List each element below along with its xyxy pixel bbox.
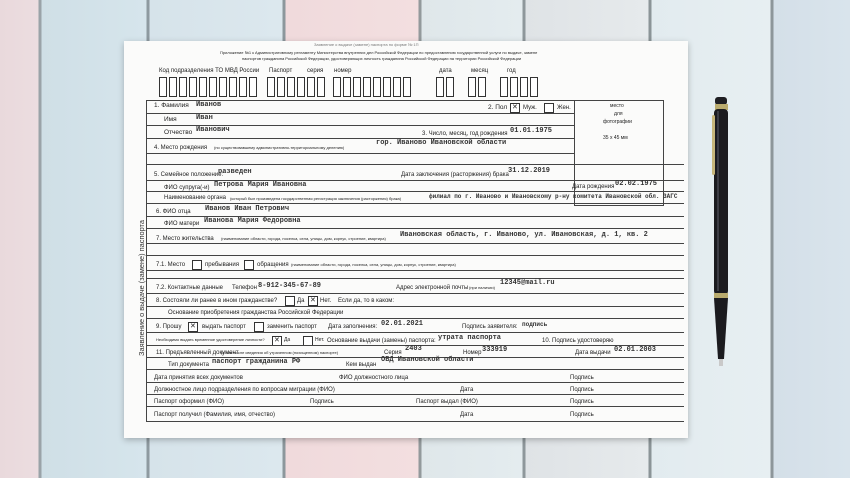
- replace-reason-value[interactable]: утрата паспорта: [438, 334, 502, 342]
- pen-icon: [705, 97, 735, 369]
- replace-passport-checkbox[interactable]: [254, 322, 264, 332]
- replace-reason-label: Основание выдачи (замены) паспорта:: [327, 338, 436, 344]
- side-title: Заявление о выдаче (замене) паспорта: [137, 220, 146, 356]
- spouse-birth-label: Дата рождения: [572, 184, 615, 190]
- doc-series-label: Серия: [384, 350, 402, 356]
- application-form: [124, 41, 688, 438]
- appeal-checkbox[interactable]: [244, 260, 254, 270]
- issued-passport-label: Паспорт выдал (ФИО): [416, 399, 478, 405]
- document-label: 11. Предъявленный документ: [156, 350, 239, 356]
- doc-type-value[interactable]: паспорт гражданина РФ: [212, 358, 301, 366]
- name-label: Имя: [164, 116, 177, 123]
- stay-hint: (наименование области, города, поселка, села, улицы, дом, корпус, строение, квартира): [291, 262, 456, 267]
- signature-value[interactable]: подпись: [522, 321, 548, 328]
- document-hint: (в том числе сведения об утраченном (похищенном) паспорте): [221, 350, 339, 355]
- birthplace-hint: (по существовавшему административно-территориальному делению): [214, 145, 345, 150]
- marriage-date-value[interactable]: 31.12.2019: [508, 167, 551, 175]
- acquire-label: Основание приобретения гражданства Российской Федерации: [168, 310, 344, 316]
- marital-value[interactable]: разведен: [218, 168, 252, 176]
- email-hint: (при наличии): [469, 285, 495, 290]
- certify-signature-label: 10. Подпись удостоверяю: [542, 338, 614, 344]
- photo-text-3: фотографии: [603, 119, 632, 125]
- patronymic-value[interactable]: Иванович: [196, 126, 230, 134]
- mother-value[interactable]: Иванова Мария Федоровна: [204, 217, 301, 225]
- surname-label: 1. Фамилия: [154, 102, 189, 109]
- doc-number-label: Номер: [463, 350, 482, 356]
- received-label: Паспорт получил (Фамилия, имя, отчество): [154, 412, 275, 418]
- email-label: Адрес электронной почты: [396, 285, 469, 291]
- sex-female-label: Жен.: [557, 105, 571, 111]
- series-label: серия: [307, 68, 324, 74]
- sex-female-checkbox[interactable]: [544, 103, 554, 113]
- signature-label: Подпись заявителя:: [462, 324, 518, 330]
- fill-date-value[interactable]: 02.01.2021: [381, 320, 424, 328]
- photo-text-2: для: [614, 111, 623, 117]
- residence-hint: (наименование области, города, поселка, села, улицы, дом, корпус, строение, квартира): [221, 236, 386, 241]
- year-label: год: [507, 68, 516, 74]
- office-date-2: Дата: [460, 412, 474, 418]
- office-sign-3: Подпись: [310, 399, 334, 405]
- citizenship-yes-checkbox[interactable]: [285, 296, 295, 306]
- request-label: 9. Прошу: [156, 324, 182, 330]
- residence-label: 7. Место жительства: [156, 236, 214, 242]
- spouse-label: ФИО супруга(-и): [164, 185, 210, 191]
- form-title: Заявление о выдаче (замене) паспорта по форме № 1П: [314, 42, 419, 47]
- issued-by-value[interactable]: ОВД Ивановской области: [381, 356, 474, 364]
- doc-issue-date-label: Дата выдачи: [575, 350, 611, 356]
- replace-passport-label: заменить паспорт: [267, 324, 317, 330]
- header-line-1: Приложение №1 к Административному регламенту Министерства внутренних дел Российской Федерации по предоставлению государственной услуги по выдаче, замене: [220, 50, 538, 55]
- month-label: месяц: [471, 68, 489, 74]
- spouse-birth-value[interactable]: 02.02.1975: [615, 180, 658, 188]
- father-label: 6. ФИО отца: [156, 209, 191, 215]
- birthplace-value[interactable]: гор. Иваново Ивановской области: [376, 139, 507, 147]
- email-value[interactable]: 12345@mail.ru: [500, 279, 555, 287]
- office-date-1: Дата: [460, 387, 474, 393]
- phone-value[interactable]: 8-912-345-67-89: [258, 282, 322, 290]
- office-sign-2: Подпись: [570, 387, 594, 393]
- doc-number-value[interactable]: 333919: [482, 346, 508, 354]
- name-value[interactable]: Иван: [196, 114, 213, 122]
- photo-size: 35 x 45 мм: [603, 135, 628, 141]
- accepted-date-label: Дата принятия всех документов: [154, 375, 243, 381]
- stay-label: 7.1. Место: [156, 262, 186, 268]
- temp-id-yes-checkbox[interactable]: ✕: [272, 336, 282, 346]
- registry-hint: (который был произведена государственная регистрация заключения (расторжения) брака): [230, 196, 402, 201]
- issue-passport-checkbox[interactable]: ✕: [188, 322, 198, 332]
- office-sign-4: Подпись: [570, 399, 594, 405]
- birthdate-label: 3. Число, месяц, год рождения: [422, 131, 508, 137]
- contacts-label: 7.2. Контактные данные: [156, 285, 224, 291]
- division-code-label: Код подразделения ТО МВД России: [159, 68, 260, 74]
- issue-passport-label: выдать паспорт: [202, 324, 246, 330]
- spouse-value[interactable]: Петрова Мария Ивановна: [214, 181, 307, 189]
- stay-option-2: обращения: [257, 262, 289, 268]
- doc-type-label: Тип документа: [168, 362, 209, 368]
- citizenship-no-checkbox[interactable]: ✕: [308, 296, 318, 306]
- stay-checkbox[interactable]: [192, 260, 202, 270]
- residence-value[interactable]: Ивановская область, г. Иваново, ул. Ивановская, д. 1, кв. 2: [400, 231, 648, 239]
- office-sign-1: Подпись: [570, 375, 594, 381]
- number-label: номер: [334, 68, 352, 74]
- other-citizenship-label: 8. Состояли ли ранее в ином гражданстве?: [156, 298, 278, 304]
- photo-text-1: место: [610, 103, 624, 109]
- marital-label: 5. Семейное положение:: [154, 172, 224, 178]
- birthdate-value[interactable]: 01.01.1975: [510, 127, 553, 135]
- sex-male-label: Муж.: [523, 105, 537, 111]
- office-sign-5: Подпись: [570, 412, 594, 418]
- marriage-date-label: Дата заключения (расторжения) брака: [401, 172, 509, 178]
- father-value[interactable]: Иванов Иван Петрович: [205, 205, 290, 213]
- temp-id-no-label: Нет.: [315, 337, 325, 343]
- temp-id-label: Необходимо выдать временное удостоверение личности?: [156, 337, 265, 342]
- registry-value[interactable]: филиал по г. Иваново и Ивановскому р-ну комитета Ивановской обл. ЗАГС: [429, 193, 678, 200]
- citizenship-no-label: Нет.: [320, 298, 332, 304]
- stay-option-1: пребывания: [205, 262, 239, 268]
- doc-issue-date-value[interactable]: 02.01.2003: [614, 346, 657, 354]
- date-label: дата: [439, 68, 452, 74]
- migration-head-label: Должностное лицо подразделения по вопросам миграции (ФИО): [154, 387, 335, 393]
- citizenship-if-yes: Если да, то в каком:: [338, 298, 395, 304]
- issued-by-label: Кем выдан: [346, 362, 377, 368]
- sex-label: 2. Пол: [488, 104, 508, 111]
- passport-label: Паспорт: [269, 68, 293, 74]
- citizenship-yes-label: Да: [297, 298, 305, 304]
- header-line-2: паспортов гражданина Российской Федерации, удостоверяющих личность гражданина Российской Федерации на территории Российской Федерации: [242, 56, 522, 61]
- registry-label: Наименование органа: [164, 195, 226, 201]
- mother-label: ФИО матери: [164, 221, 200, 227]
- prepared-label: Паспорт оформил (ФИО): [154, 399, 224, 405]
- fill-date-label: Дата заполнения:: [328, 324, 378, 330]
- surname-value[interactable]: Иванов: [196, 101, 222, 109]
- phone-label: Телефон: [232, 285, 257, 291]
- temp-id-yes-label: Да: [284, 337, 291, 343]
- doc-series-value[interactable]: 2403: [405, 345, 422, 353]
- birthplace-label: 4. Место рождения: [154, 145, 208, 151]
- patronymic-label: Отчество: [164, 129, 193, 136]
- official-fio-label: ФИО должностного лица: [339, 375, 409, 381]
- sex-male-checkbox[interactable]: ✕: [510, 103, 520, 113]
